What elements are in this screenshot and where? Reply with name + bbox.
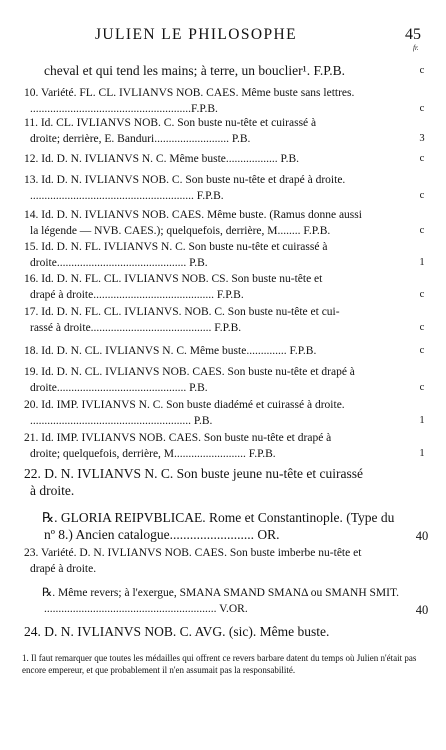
rarity-value: c [419,322,425,333]
rarity-value: 1 [419,257,425,268]
entry-line: ........................................................ P.B. [30,415,213,427]
entry-line: 13. Id. D. N. IVLIANVS NOB. C. Son buste nu-tête et drapé à droite. [24,174,346,186]
entry-line: 15. Id. D. N. FL. IVLIANVS N. C. Son buste nu-tête et cuirassé à [24,241,328,253]
rarity-value: c [419,190,425,201]
rarity-value: c [419,345,425,356]
entry-line: 11. Id. CL. IVLIANVS NOB. C. Son buste nu-tête et cuirassé à [24,117,317,129]
rarity-value: c [419,225,425,236]
rarity-value: c [419,382,425,393]
entry-line: rassé à droite.......................................... F.P.B. [30,322,242,334]
rarity-value: 1 [419,448,425,459]
footnote: 1. Il faut remarquer que toutes les médailles qui offrent ce revers barbare datent du temps où Julien n'était pas encore empereur, et que probablement il n'en assumait pas la responsabilité. [22,653,417,675]
rarity-value: c [419,289,425,300]
entry-line: drapé à droite. [30,563,97,575]
entry-line: droite............................................. P.B. [30,257,208,269]
currency-label: fr. [413,44,419,52]
entry-line: 21. Id. IMP. IVLIANVS NOB. CAES. Son buste nu-tête et drapé à [24,432,332,444]
entry-line: 10. Variété. FL. CL. IVLIANVS NOB. CAES. Même buste sans lettres. [24,87,355,99]
entry-line: 14. Id. D. N. IVLIANVS NOB. CAES. Même buste. (Ramus donne aussi [24,209,362,221]
entry-line: 19. Id. D. N. CL. IVLIANVS NOB. CAES. Son buste nu-tête et drapé à [24,366,355,378]
rarity-value: c [419,65,425,76]
entry-line: 22. D. N. IVLIANVS N. C. Son buste jeune nu-tête et cuirassé [24,466,363,481]
entry-line: 12. Id. D. N. IVLIANVS N. C. Même buste.................. P.B. [24,153,300,165]
entry-line: la légende — NVB. CAES.); quelquefois, derrière, M........ F.P.B. [30,225,331,237]
entry-line: ......................................................... F.P.B. [30,190,224,202]
rarity-value: 40 [415,529,429,543]
entry-line: droite; derrière, E. Banduri.......................... P.B. [30,133,251,145]
entry-line: 18. Id. D. N. CL. IVLIANVS N. C. Même buste.............. F.P.B. [24,345,317,357]
entry-line: 24. D. N. IVLIANVS NOB. C. AVG. (sic). Même buste. [24,624,330,639]
rarity-value: c [419,103,425,114]
entry-line: 23. Variété. D. N. IVLIANVS NOB. CAES. Son buste imberbe nu-tête et [24,547,362,559]
page-number: 45 [405,26,421,43]
entry-line: ℞. Même revers; à l'exergue, SMANA SMAND SMANΔ ou SMANH SMIT. [42,587,399,599]
entry-line: 20. Id. IMP. IVLIANVS N. C. Son buste diadémé et cuirassé à droite. [24,399,345,411]
entry-line: 17. Id. D. N. FL. CL. IVLIANVS. NOB. C. Son buste nu-tête et cui- [24,306,340,318]
entry-line: à droite. [30,483,75,498]
rarity-value: c [419,153,425,164]
running-title: JULIEN LE PHILOSOPHE [95,26,297,43]
entry-line: droite; quelquefois, derrière, M......................... F.P.B. [30,448,276,460]
entry-line: ........................................................F.P.B. [30,103,218,115]
rarity-value: 40 [415,603,429,617]
entry-line: droite............................................. P.B. [30,382,208,394]
entry-line: 16. Id. D. N. FL. CL. IVLIANVS NOB. CS. Son buste nu-tête et [24,273,323,285]
entry-line: cheval et qui tend les mains; à terre, un bouclier¹. F.P.B. [44,63,346,78]
entry-line: nº 8.) Ancien catalogue......................... OR. [44,527,280,542]
page-header [0,26,446,52]
entry-line: ............................................................ V.OR. [44,603,248,615]
entry-line: drapé à droite.......................................... F.P.B. [30,289,244,301]
rarity-value: 1 [419,415,425,426]
entry-line: ℞. GLORIA REIPVBLICAE. Rome et Constantinople. (Type du [42,510,395,525]
rarity-value: 3 [419,133,425,144]
